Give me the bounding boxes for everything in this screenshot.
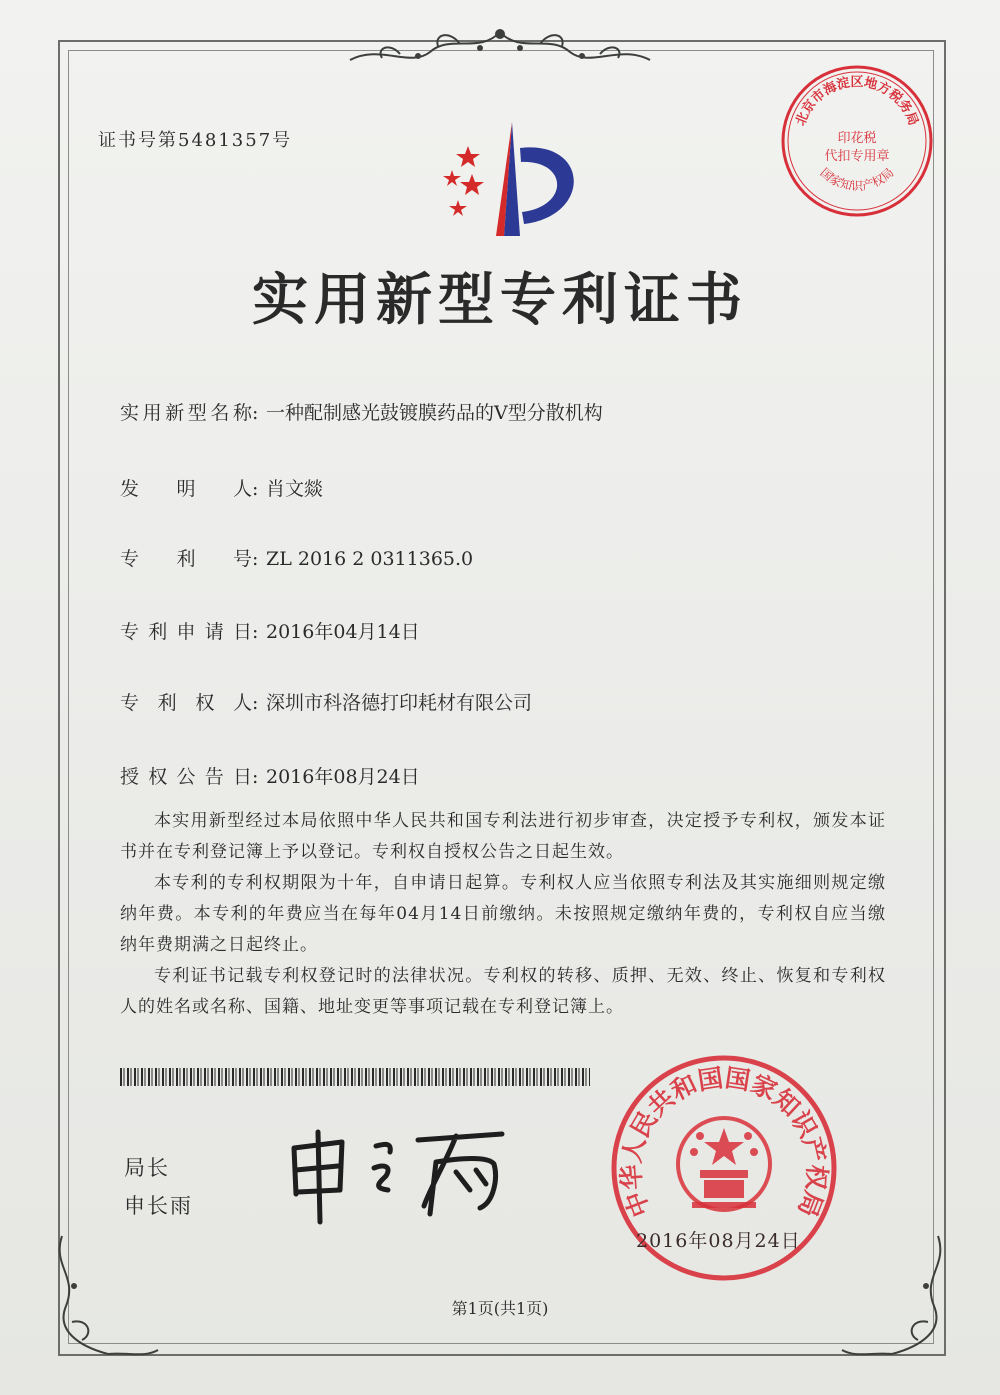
field-patentee: 专利权人: 深圳市科洛德打印耗材有限公司	[120, 688, 532, 715]
field-label: 专利申请日	[120, 621, 252, 643]
field-utility-name: 实用新型名称: 一种配制感光鼓镀膜药品的V型分散机构	[120, 398, 603, 425]
field-value: 一种配制感光鼓镀膜药品的V型分散机构	[266, 402, 603, 424]
tax-seal-bottom-text: 国家知识产权局	[817, 165, 897, 194]
field-label: 授权公告日	[120, 766, 252, 788]
field-label: 实用新型名称	[120, 402, 252, 424]
body-paragraph-1: 本实用新型经过本局依照中华人民共和国专利法进行初步审查，决定授予专利权，颁发本证书并在专利登记簿上予以登记。专利权自授权公告之日起生效。	[120, 811, 886, 862]
tax-seal-outer-text: 北京市海淀区地方税务局	[793, 75, 921, 128]
body-paragraph-3: 专利证书记载专利权登记时的法律状况。专利权的转移、质押、无效、终止、恢复和专利权人的姓名或名称、国籍、地址变更等事项记载在专利登记簿上。	[120, 966, 886, 1017]
field-value: 2016年08月24日	[266, 766, 420, 788]
page-number: 第1页(共1页)	[451, 1299, 549, 1318]
certificate-number: 证书号第5481357号	[98, 130, 293, 151]
seal-text: 中华人民共和国国家知识产权局	[616, 1063, 832, 1221]
tax-seal-inner-text-1: 印花税	[837, 131, 877, 146]
certificate-body	[120, 806, 886, 1023]
body-paragraph-2: 本专利的专利权期限为十年，自申请日起算。专利权人应当依照专利法及其实施细则规定缴纳年费。本专利的年费应当在每年04月14日前缴纳。未按照规定缴纳年费的，专利权自应当缴纳年费期满之日起终止。	[120, 873, 886, 955]
field-value: 2016年04月14日	[266, 621, 420, 643]
seal-date: 2016年08月24日	[636, 1230, 801, 1252]
field-application-date: 专利申请日: 2016年04月14日	[120, 617, 420, 644]
field-value: 深圳市科洛德打印耗材有限公司	[266, 692, 533, 714]
field-label: 专利权人	[120, 692, 252, 714]
tax-seal-inner-text-2: 代扣专用章	[824, 149, 890, 164]
field-value: 肖文燚	[266, 478, 324, 500]
tax-seal	[778, 62, 936, 220]
field-inventor: 发明人: 肖文燚	[120, 474, 323, 501]
field-value: ZL 2016 2 0311365.0	[266, 548, 474, 570]
signatory-name: 申长雨	[124, 1194, 193, 1218]
cnipa-logo-icon	[420, 120, 590, 240]
top-ornament	[330, 24, 670, 74]
certificate-title: 实用新型专利证书	[252, 268, 748, 333]
signatory-title: 局长	[124, 1156, 170, 1180]
svg-text:国家知识产权局	[817, 165, 896, 193]
field-label: 专利号	[120, 548, 252, 570]
field-grant-date: 授权公告日: 2016年08月24日	[120, 762, 420, 789]
field-patent-number: 专利号: ZL 2016 2 0311365.0	[120, 544, 473, 571]
handwritten-signature	[280, 1118, 520, 1228]
barcode	[120, 1068, 590, 1086]
field-label: 发明人	[120, 478, 252, 500]
